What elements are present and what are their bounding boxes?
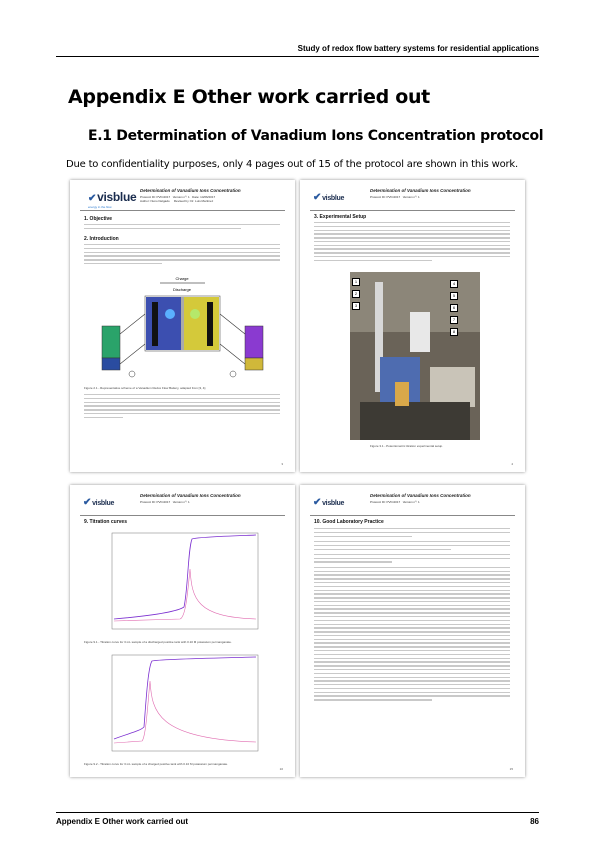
figure-caption: Figure 3.1 - Potentiometric titration experimental setup. <box>370 444 444 448</box>
protocol-header-rule <box>310 515 515 516</box>
text-placeholder <box>84 224 280 232</box>
protocol-page-number: 10 <box>279 767 283 771</box>
intro-paragraph: Due to confidentiality purposes, only 4 pages out of 15 of the protocol are shown in this work. <box>66 159 518 170</box>
protocol-header-rule <box>80 515 285 516</box>
logo-tagline: energy in the flow <box>88 205 112 209</box>
visblue-mark-icon: ✔ <box>313 192 322 203</box>
callout-label: 7 <box>450 316 458 324</box>
protocol-doc-title: Determination of Vanadium Ions Concentration <box>140 493 241 498</box>
protocol-page-3 <box>70 180 295 472</box>
protocol-header-rule <box>80 210 285 211</box>
protocol-meta: Protocol ID: PVIC2017 Version nº: 1 <box>140 500 190 504</box>
vrfb-scheme-figure <box>90 274 275 386</box>
footer-rule <box>56 812 539 813</box>
page-heading: 10. Good Laboratory Practice <box>314 519 384 525</box>
callout-label: 4 <box>450 280 458 288</box>
protocol-page-header <box>310 188 515 210</box>
chapter-title: Appendix E Other work carried out <box>68 86 430 108</box>
protocol-meta: Protocol ID: PVIC2017 Version nº: 1 Date: 14/06/2017 Author: Nuno Delgado Revised by: Dr. Luís Martínez <box>140 195 216 203</box>
protocol-page-number: 3 <box>281 462 283 466</box>
figure-caption: Figure 9.2 - Titration curve for 3 mL sample of a charged positive tank with 0.10 M potassium permanganate. <box>84 762 228 766</box>
callout-label: 3 <box>352 302 360 310</box>
header-rule <box>56 56 539 57</box>
section-title: E.1 Determination of Vanadium Ions Concentration protocol <box>88 128 544 144</box>
protocol-page-header <box>80 493 285 515</box>
discharge-label: Discharge <box>172 287 192 292</box>
text-placeholder <box>314 222 510 264</box>
protocol-doc-title: Determination of Vanadium Ions Concentration <box>140 188 241 193</box>
protocol-page-4 <box>300 180 525 472</box>
page-heading: 1. Objective <box>84 216 113 222</box>
visblue-logo: ✔visblue <box>83 497 115 508</box>
page-heading: 2. Introduction <box>84 236 119 242</box>
page-heading: 3. Experimental Setup <box>314 214 367 220</box>
protocol-page-10 <box>70 485 295 777</box>
figure-caption: Figure 2.1 - Representative scheme of a Vanadium Redox Flow Battery, adapted from [3, 4]. <box>84 386 207 390</box>
titration-curve-discharged <box>100 529 270 639</box>
protocol-doc-title: Determination of Vanadium Ions Concentration <box>370 493 471 498</box>
figure-caption: Figure 9.1 - Titration curve for 3 mL sample of a discharged positive tank with 0.10 M potassium permanganate. <box>84 640 232 644</box>
text-placeholder <box>84 394 280 420</box>
visblue-mark-icon: ✔ <box>313 497 322 508</box>
page-number: 86 <box>530 817 539 826</box>
callout-label: 1 <box>352 278 360 286</box>
text-placeholder <box>314 528 510 703</box>
visblue-mark-icon: ✔ <box>83 497 92 508</box>
titration-curve-charged <box>100 651 270 761</box>
protocol-page-15 <box>300 485 525 777</box>
visblue-logo: ✔visblue <box>313 192 345 203</box>
protocol-doc-title: Determination of Vanadium Ions Concentration <box>370 188 471 193</box>
protocol-meta: Protocol ID: PVIC2017 Version nº: 1 <box>370 500 420 504</box>
protocol-page-header <box>80 188 285 210</box>
visblue-logo: ✔visblue <box>313 497 345 508</box>
page-heading: 9. Titration curves <box>84 519 127 525</box>
protocol-page-number: 15 <box>509 767 513 771</box>
visblue-mark-icon: ✔ <box>88 193 97 204</box>
charge-label: Charge <box>175 276 189 281</box>
visblue-logo: ✔visblue <box>88 190 137 204</box>
callout-label: 6 <box>450 304 458 312</box>
protocol-meta: Protocol ID: PVIC2017 Version nº: 1 <box>370 195 420 199</box>
protocol-page-number: 4 <box>511 462 513 466</box>
running-footer: Appendix E Other work carried out <box>56 817 189 826</box>
callout-label: 2 <box>352 290 360 298</box>
callout-label: 8 <box>450 328 458 336</box>
text-placeholder <box>84 244 280 267</box>
protocol-header-rule <box>310 210 515 211</box>
callout-label: 5 <box>450 292 458 300</box>
running-header: Study of redox flow battery systems for residential applications <box>297 44 539 53</box>
protocol-page-header <box>310 493 515 515</box>
titration-setup-photo <box>350 272 480 440</box>
